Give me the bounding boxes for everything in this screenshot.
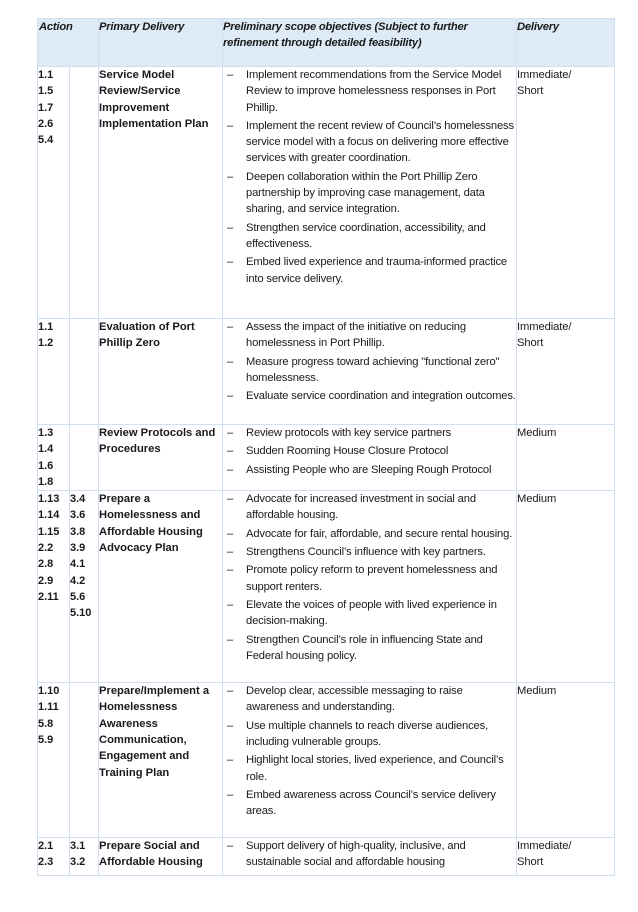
- primary-delivery-cell: Review Protocols and Procedures: [99, 425, 223, 491]
- action-ids-primary: [38, 683, 70, 838]
- list-line: 2.2: [38, 542, 54, 555]
- dash-bullet-icon: –: [226, 427, 234, 439]
- action-ids-secondary: [70, 319, 99, 425]
- delivery-cell: [517, 683, 615, 838]
- objective-item: [223, 388, 516, 404]
- objective-text: Assisting People who are Sleeping Rough Protocol: [246, 463, 492, 476]
- list-line: Short: [517, 856, 544, 869]
- delivery-cell: [517, 67, 615, 319]
- objective-item: [223, 67, 516, 116]
- list-line: 5.10: [70, 607, 92, 620]
- objective-item: [223, 683, 516, 716]
- objective-item: [223, 597, 516, 630]
- action-ids-secondary: [70, 425, 99, 491]
- delivery-cell: [517, 838, 615, 876]
- list-line: 3.8: [70, 525, 86, 538]
- dash-bullet-icon: –: [226, 685, 234, 698]
- header-objectives: Preliminary scope objectives (Subject to further refinement through detailed feasibility): [223, 19, 517, 67]
- dash-bullet-icon: –: [226, 69, 234, 81]
- objective-text: Embed awareness across Council’s service delivery areas.: [246, 788, 496, 818]
- dash-bullet-icon: –: [226, 355, 234, 368]
- delivery-cell: [517, 491, 615, 683]
- list-line: Immediate/: [517, 69, 572, 81]
- list-line: 3.9: [70, 542, 86, 555]
- objective-text: Strengthen Council’s role in influencing State and Federal housing policy.: [246, 633, 483, 662]
- dash-bullet-icon: –: [226, 564, 234, 577]
- table-body: [38, 67, 615, 876]
- objective-item: [223, 562, 516, 595]
- objective-text: Elevate the voices of people with lived experience in decision-making.: [246, 598, 497, 628]
- objectives-cell: [223, 67, 517, 319]
- dash-bullet-icon: –: [226, 221, 234, 234]
- dash-bullet-icon: –: [226, 170, 234, 183]
- action-ids-primary: [38, 67, 70, 319]
- objectives-cell: [223, 319, 517, 425]
- table-header-row: [38, 19, 615, 67]
- list-line: 3.2: [70, 856, 86, 869]
- action-ids-primary: [38, 491, 70, 683]
- list-line: Short: [517, 85, 544, 98]
- action-ids-secondary: [70, 491, 99, 683]
- list-line: 1.7: [38, 101, 54, 114]
- objective-text: Use multiple channels to reach diverse audiences, including vulnerable groups.: [246, 719, 489, 749]
- list-line: 2.11: [38, 590, 59, 603]
- objective-item: [223, 838, 516, 871]
- list-line: 1.4: [38, 443, 54, 456]
- header-action: Action: [38, 19, 99, 67]
- list-line: 5.6: [70, 590, 86, 603]
- objective-item: [223, 491, 516, 524]
- objective-item: [223, 118, 516, 167]
- dash-bullet-icon: –: [226, 256, 234, 269]
- table-row: [38, 425, 615, 491]
- list-line: Medium: [517, 493, 557, 506]
- objective-item: [223, 752, 516, 785]
- objective-text: Assess the impact of the initiative on reducing homelessness in Port Phillip.: [246, 321, 466, 350]
- objective-text: Implement recommendations from the Service Model Review to improve homelessness responses in Port Phillip.: [246, 69, 502, 114]
- list-line: 1.3: [38, 427, 54, 439]
- objective-item: [223, 425, 516, 441]
- delivery-cell: [517, 425, 615, 491]
- dash-bullet-icon: –: [226, 463, 234, 476]
- dash-bullet-icon: –: [226, 493, 234, 506]
- objective-text: Implement the recent review of Council’s homelessness service model with a focus on delivering more effective services with greater coordination.: [246, 119, 514, 165]
- dash-bullet-icon: –: [226, 390, 234, 403]
- header-primary-delivery: Primary Delivery: [99, 19, 223, 67]
- objective-item: [223, 254, 516, 287]
- list-line: 3.4: [70, 493, 86, 506]
- objective-text: Sudden Rooming House Closure Protocol: [246, 445, 449, 458]
- objective-text: Highlight local stories, lived experience, and Council’s role.: [246, 754, 504, 783]
- list-line: Immediate/: [517, 321, 572, 333]
- objective-item: [223, 354, 516, 387]
- objective-text: Embed lived experience and trauma-informed practice into service delivery.: [246, 256, 508, 285]
- list-line: 1.11: [38, 701, 59, 714]
- list-line: 2.9: [38, 574, 54, 587]
- objective-item: [223, 787, 516, 820]
- objective-text: Develop clear, accessible messaging to raise awareness and understanding.: [246, 685, 463, 714]
- action-ids-primary: [38, 319, 70, 425]
- list-line: 1.15: [38, 525, 60, 538]
- list-line: 4.1: [70, 558, 86, 571]
- list-line: Immediate/: [517, 840, 572, 853]
- list-line: 1.5: [38, 85, 54, 98]
- objective-text: Review protocols with key service partners: [246, 427, 452, 439]
- list-line: 5.4: [38, 134, 54, 147]
- list-line: 1.2: [38, 337, 54, 350]
- action-plan-table: [37, 18, 615, 876]
- action-ids-secondary: [70, 683, 99, 838]
- objective-item: [223, 443, 516, 459]
- primary-delivery-cell: Service Model Review/Service Improvement Implementation Plan: [99, 67, 223, 319]
- dash-bullet-icon: –: [226, 527, 234, 540]
- objective-text: Promote policy reform to prevent homelessness and support renters.: [246, 564, 498, 593]
- primary-delivery-cell: Prepare Social and Affordable Housing: [99, 838, 223, 876]
- objective-item: [223, 718, 516, 751]
- primary-delivery-cell: Prepare a Homelessness and Affordable Housing Advocacy Plan: [99, 491, 223, 683]
- list-line: 5.9: [38, 734, 54, 747]
- list-line: 3.6: [70, 509, 86, 522]
- list-line: 4.2: [70, 574, 86, 587]
- list-line: Short: [517, 337, 544, 350]
- list-line: 1.6: [38, 459, 54, 472]
- action-ids-secondary: [70, 838, 99, 876]
- table-row: [38, 683, 615, 838]
- delivery-cell: [517, 319, 615, 425]
- dash-bullet-icon: –: [226, 840, 234, 853]
- list-line: 1.14: [38, 509, 60, 522]
- dash-bullet-icon: –: [226, 321, 234, 333]
- list-line: 2.1: [38, 840, 54, 853]
- objective-item: [223, 462, 516, 478]
- dash-bullet-icon: –: [226, 754, 234, 767]
- list-line: 2.6: [38, 117, 54, 130]
- objective-text: Strengthens Council’s influence with key partners.: [246, 546, 486, 559]
- table-row: [38, 319, 615, 425]
- objectives-cell: [223, 838, 517, 876]
- list-line: 3.1: [70, 840, 86, 853]
- dash-bullet-icon: –: [226, 598, 234, 611]
- action-ids-primary: [38, 425, 70, 491]
- list-line: 1.8: [38, 475, 54, 488]
- header-delivery: Delivery: [517, 19, 615, 67]
- objective-item: [223, 169, 516, 218]
- objective-item: [223, 526, 516, 542]
- objective-item: [223, 632, 516, 665]
- dash-bullet-icon: –: [226, 119, 234, 132]
- objectives-cell: [223, 491, 517, 683]
- objective-item: [223, 319, 516, 352]
- list-line: 1.10: [38, 685, 60, 698]
- objective-text: Strengthen service coordination, accessibility, and effectiveness.: [246, 221, 486, 250]
- objective-item: [223, 544, 516, 560]
- dash-bullet-icon: –: [226, 719, 234, 732]
- objective-text: Advocate for fair, affordable, and secure rental housing.: [246, 527, 513, 540]
- objective-text: Measure progress toward achieving "functional zero" homelessness.: [246, 355, 500, 384]
- action-ids-secondary: [70, 67, 99, 319]
- action-ids-primary: [38, 838, 70, 876]
- primary-delivery-cell: Evaluation of Port Phillip Zero: [99, 319, 223, 425]
- table-row: [38, 67, 615, 319]
- list-line: 1.1: [38, 69, 54, 81]
- list-line: 1.13: [38, 493, 60, 506]
- primary-delivery-cell: Prepare/Implement a Homelessness Awareness Communication, Engagement and Training Plan: [99, 683, 223, 838]
- objective-text: Evaluate service coordination and integration outcomes.: [246, 390, 516, 403]
- objective-text: Advocate for increased investment in social and affordable housing.: [246, 493, 476, 522]
- table-row: [38, 838, 615, 876]
- objectives-cell: [223, 425, 517, 491]
- list-line: 2.8: [38, 558, 54, 571]
- objective-text: Deepen collaboration within the Port Phillip Zero partnership by improving case management, data sharing, and service integration.: [246, 170, 485, 216]
- dash-bullet-icon: –: [226, 633, 234, 646]
- list-line: 2.3: [38, 856, 54, 869]
- objective-item: [223, 220, 516, 253]
- objectives-cell: [223, 683, 517, 838]
- dash-bullet-icon: –: [226, 788, 234, 801]
- table-row: [38, 491, 615, 683]
- list-line: 5.8: [38, 717, 54, 730]
- dash-bullet-icon: –: [226, 445, 234, 458]
- objective-text: Support delivery of high-quality, inclusive, and sustainable social and affordable housing: [246, 840, 466, 869]
- list-line: Medium: [517, 427, 557, 439]
- list-line: Medium: [517, 685, 557, 698]
- dash-bullet-icon: –: [226, 546, 234, 559]
- list-line: 1.1: [38, 321, 54, 333]
